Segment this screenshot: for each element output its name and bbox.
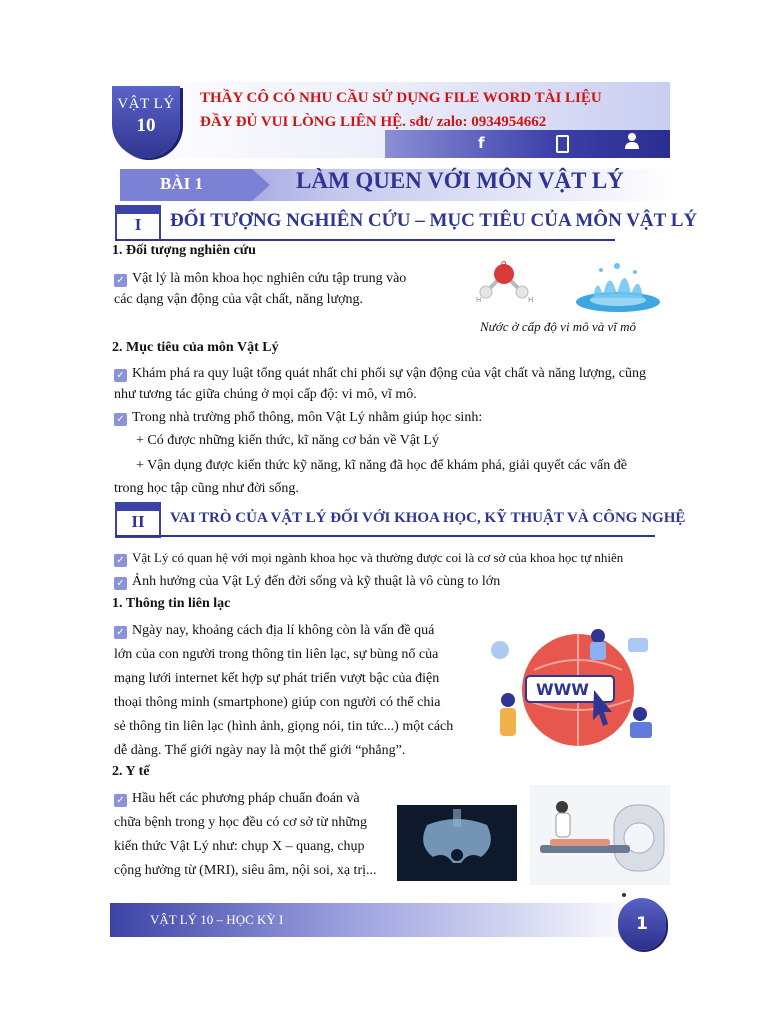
atom-label-o: O [501, 260, 507, 268]
section-2-title: VAI TRÒ CỦA VẬT LÝ ĐỐI VỚI KHOA HỌC, KỸ THUẬT VÀ CÔNG NGHỆ [170, 510, 686, 526]
lesson-number: BÀI 1 [160, 174, 203, 193]
footer-dot [622, 893, 626, 897]
badge-subject: VẬT LÝ [117, 96, 175, 112]
sub-1-text-line-2: các dạng vận động của vật chất, năng lượng. [114, 292, 364, 307]
section-2-para-1: ✓ Vật Lý có quan hệ với mọi ngành khoa học và thường được coi là cơ sở của khoa học tự nhiên [114, 547, 623, 568]
comm-line-1: ✓ Ngày nay, khoảng cách địa lí không còn là vấn đề quá [114, 620, 434, 641]
sub-2-para-1-line-1: ✓ Khám phá ra quy luật tổng quát nhất chi phối sự vận động của vật chất và năng lượng, cũng [114, 363, 646, 384]
section-2-underline [115, 535, 655, 537]
sub-2-para-1-line-2: như tương tác giữa chúng ở mọi cấp độ: vi mô, vĩ mô. [114, 387, 417, 402]
comm-line-4: thoại thông minh (smartphone) giúp con người có thể chia [114, 695, 441, 710]
xray-image [397, 805, 517, 881]
comm-line-2: lớn của con người trong thông tin liên lạc, sự bùng nổ của [114, 647, 439, 662]
med-line-3: kiến thức Vật Lý như: chụp X – quang, chụp [114, 839, 365, 854]
check-icon: ✓ [114, 413, 127, 426]
sub-2-bullet-1: + Có được những kiến thức, kĩ năng cơ bản về Vật Lý [136, 433, 439, 448]
comm-line-5: sẻ thông tin liên lạc (hình ảnh, giọng nói, tin tức...) một cách [114, 719, 454, 734]
comm-line-3: mạng lưới internet kết hợp sự phát triển vượt bậc của điện [114, 671, 440, 686]
section-1-underline [115, 239, 615, 241]
image-caption: Nước ở cấp độ vi mô và vĩ mô [480, 319, 636, 334]
facebook-icon[interactable]: f [478, 134, 485, 152]
internet-illustration [478, 620, 668, 750]
phone-icon[interactable] [556, 135, 569, 153]
lesson-title: LÀM QUEN VỚI MÔN VẬT LÝ [296, 168, 624, 193]
atom-label-h2: H [528, 296, 534, 304]
footer-text: VẬT LÝ 10 – HỌC KỲ I [150, 912, 284, 927]
section-1-sub-1: 1. Đối tượng nghiên cứu [112, 243, 256, 258]
section-1-number: I [134, 215, 142, 234]
med-line-2: chữa bệnh trong y học đều có cơ sở từ những [114, 815, 367, 830]
user-icon[interactable] [624, 132, 640, 155]
check-icon: ✓ [114, 794, 127, 807]
contact-line-1: THẦY CÔ CÓ NHU CẦU SỬ DỤNG FILE WORD TÀI LIỆU [200, 90, 602, 106]
water-splash-image [573, 256, 663, 314]
med-line-4: cộng hưởng từ (MRI), siêu âm, nội soi, xạ trị... [114, 863, 377, 878]
contact-line-2: ĐẦY ĐỦ VUI LÒNG LIÊN HỆ. sđt/ zalo: 0934954662 [200, 114, 547, 130]
sub-1-text-line-1: ✓ Vật lý là môn khoa học nghiên cứu tập trung vào [114, 268, 406, 289]
subject-badge [112, 86, 180, 158]
water-molecule-image [470, 258, 540, 308]
section-1-icon [115, 205, 161, 241]
section-2-number: II [131, 512, 145, 531]
check-icon: ✓ [114, 554, 127, 567]
badge-grade: 10 [136, 115, 156, 136]
atom-label-h1: H [476, 296, 482, 304]
section-2-icon [115, 502, 161, 538]
check-icon: ✓ [114, 369, 127, 382]
mri-image [530, 785, 670, 885]
section-2-sub-1: 1. Thông tin liên lạc [112, 596, 231, 611]
sub-2-bullet-2-line-1: + Vận dụng được kiến thức kỹ năng, kĩ năng đã học để khám phá, giải quyết các vấn đề [136, 458, 627, 473]
check-icon: ✓ [114, 577, 127, 590]
med-line-1: ✓ Hầu hết các phương pháp chuẩn đoán và [114, 788, 360, 809]
section-1-sub-2: 2. Mục tiêu của môn Vật Lý [112, 340, 279, 355]
check-icon: ✓ [114, 274, 127, 287]
sub-2-para-2: ✓ Trong nhà trường phổ thông, môn Vật Lý nhằm giúp học sinh: [114, 407, 482, 428]
section-2-sub-2: 2. Y tế [112, 764, 150, 779]
section-2-para-2: ✓ Ảnh hưởng của Vật Lý đến đời sống và kỹ thuật là vô cùng to lớn [114, 571, 500, 592]
page-number: 1 [618, 898, 666, 950]
check-icon: ✓ [114, 626, 127, 639]
comm-line-6: dễ dàng. Thế giới ngày nay là một thế giới “phẳng”. [114, 743, 406, 758]
www-label: WWW [536, 680, 589, 699]
section-1-title: ĐỐI TƯỢNG NGHIÊN CỨU – MỤC TIÊU CỦA MÔN VẬT LÝ [170, 210, 698, 231]
sub-2-bullet-2-line-2: trong học tập cũng như đời sống. [114, 481, 299, 496]
